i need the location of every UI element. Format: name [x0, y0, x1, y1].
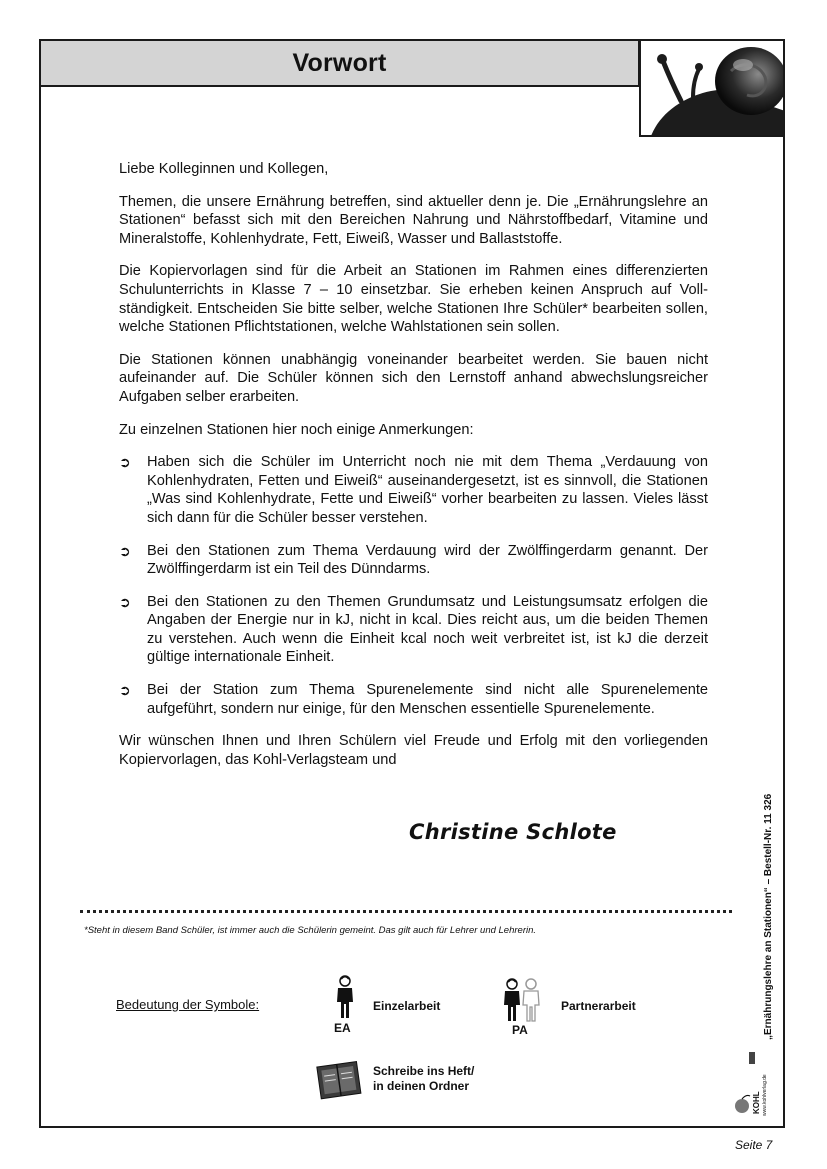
arrow-bullet-icon: ➲	[119, 454, 131, 471]
arrow-bullet-icon: ➲	[119, 593, 131, 610]
arrow-bullet-icon: ➲	[119, 542, 131, 559]
notebook-label-line1: Schreibe ins Heft/	[373, 1064, 475, 1078]
signature: Christine Schlote	[409, 820, 617, 844]
side-order-label: „Ernährungslehre an Stationen“ – Bestell-Nr. 11 326	[763, 793, 774, 1040]
snail-illustration	[639, 41, 783, 137]
page-title: Vorwort	[292, 48, 387, 77]
single-person-icon	[332, 974, 358, 1020]
notebook-label	[373, 1064, 474, 1094]
notes-list	[119, 453, 708, 718]
dotted-divider	[80, 910, 732, 913]
list-item	[119, 681, 708, 718]
arrow-bullet-icon: ➲	[119, 682, 131, 699]
legend-label-colon: :	[255, 997, 260, 1012]
paragraph-notes-intro: Zu einzelnen Stationen hier noch einige Anmerkungen:	[119, 421, 474, 438]
ea-code: EA	[334, 1021, 351, 1035]
paragraph-copy-templates: Die Kopiervorlagen sind für die Arbeit an Stationen im Rahmen eines differenzierten Schulunterrichts in Klasse 7 – 10 einsetzbar. Sie erheben keinen Anspruch auf Vollständigkeit. Entscheiden Sie bitte selber, welche Stationen Ihre Schüler* bearbeiten sollen, welche Stationen Pflichtstationen, welche Wahlstationen sein sollen.	[119, 263, 708, 336]
pa-code: PA	[512, 1023, 528, 1037]
list-item-text: Bei den Stationen zu den Themen Grundumsatz und Leistungsumsatz erfolgen die Angaben der Energie nur in kJ, nicht in kcal. Dies reicht aus, um die beiden Themen zu verstehen. Auch wenn die Einheit kcal noch weit verbreitet ist, ist kJ die derzeit gültige internationale Einheit.	[147, 593, 708, 666]
notebook-label-line2: in deinen Ordner	[373, 1079, 470, 1093]
paragraph-intro: Themen, die unsere Ernährung betreffen, sind aktueller denn je. Die „Ernährungslehre an Stationen“ befasst sich mit den Bereichen Nahrung und Nährstoffbedarf, Vitamine und Mineralstoffe, Kohlenhydrate, Fett, Eiweiß, Wasser und Ballaststoffe.	[119, 193, 708, 247]
paragraph-independent-stations: Die Stationen können unabhängig voneinander bearbeitet werden. Sie bauen nicht aufeinander auf. Die Schüler können sich den Lernstoff anhand abwechslungsreicher Aufgaben selber erarbeiten.	[119, 351, 708, 405]
list-item	[119, 453, 708, 527]
legend-label-text: Bedeutung der Symbole	[116, 997, 256, 1012]
two-persons-icon	[500, 977, 544, 1023]
notebook-icon	[315, 1060, 365, 1102]
title-bar	[41, 41, 640, 87]
list-item-text: Bei den Stationen zum Thema Verdauung wird der Zwölffingerdarm genannt. Der Zwölffingerdarm ist ein Teil des Dünndarms.	[147, 542, 708, 578]
publisher-logo-icon	[732, 1050, 782, 1120]
publisher-website: www.kohlverlag.de	[762, 1074, 768, 1116]
greeting: Liebe Kolleginnen und Kollegen,	[119, 161, 329, 177]
ea-label: Einzelarbeit	[373, 999, 441, 1013]
list-item	[119, 542, 708, 579]
list-item	[119, 593, 708, 667]
snail-icon	[641, 41, 783, 137]
list-item-text: Bei der Station zum Thema Spurenelemente sind nicht alle Spurenelemente aufgeführt, sondern nur einige, für den Menschen essentielle Spurenelemente.	[147, 682, 708, 717]
letter-body	[119, 160, 708, 783]
footnote: *Steht in diesem Band Schüler, ist immer auch die Schülerin gemeint. Das gilt auch für Lehrer und Lehrerin.	[84, 925, 537, 936]
publisher-logo-text: KOHL	[752, 1091, 761, 1114]
page-number: Seite 7	[735, 1138, 773, 1152]
list-item-text: Haben sich die Schüler im Unterricht noch nie mit dem Thema „Verdauung von Kohlenhydraten, Fetten und Eiweiß“ auseinandergesetzt, ist es sinnvoll, die Stationen „Was sind Kohlenhydrate, Fette und Eiweiß“ vorher bearbeiten zu lassen. Vieles lässt sich dann für die Schüler besser verstehen.	[147, 454, 708, 526]
closing-paragraph: Wir wünschen Ihnen und Ihren Schülern viel Freude und Erfolg mit den vorliegenden Kopiervorlagen, das Kohl-Verlagsteam und	[119, 733, 708, 768]
pa-label: Partnerarbeit	[561, 999, 636, 1013]
legend-label	[116, 997, 259, 1012]
